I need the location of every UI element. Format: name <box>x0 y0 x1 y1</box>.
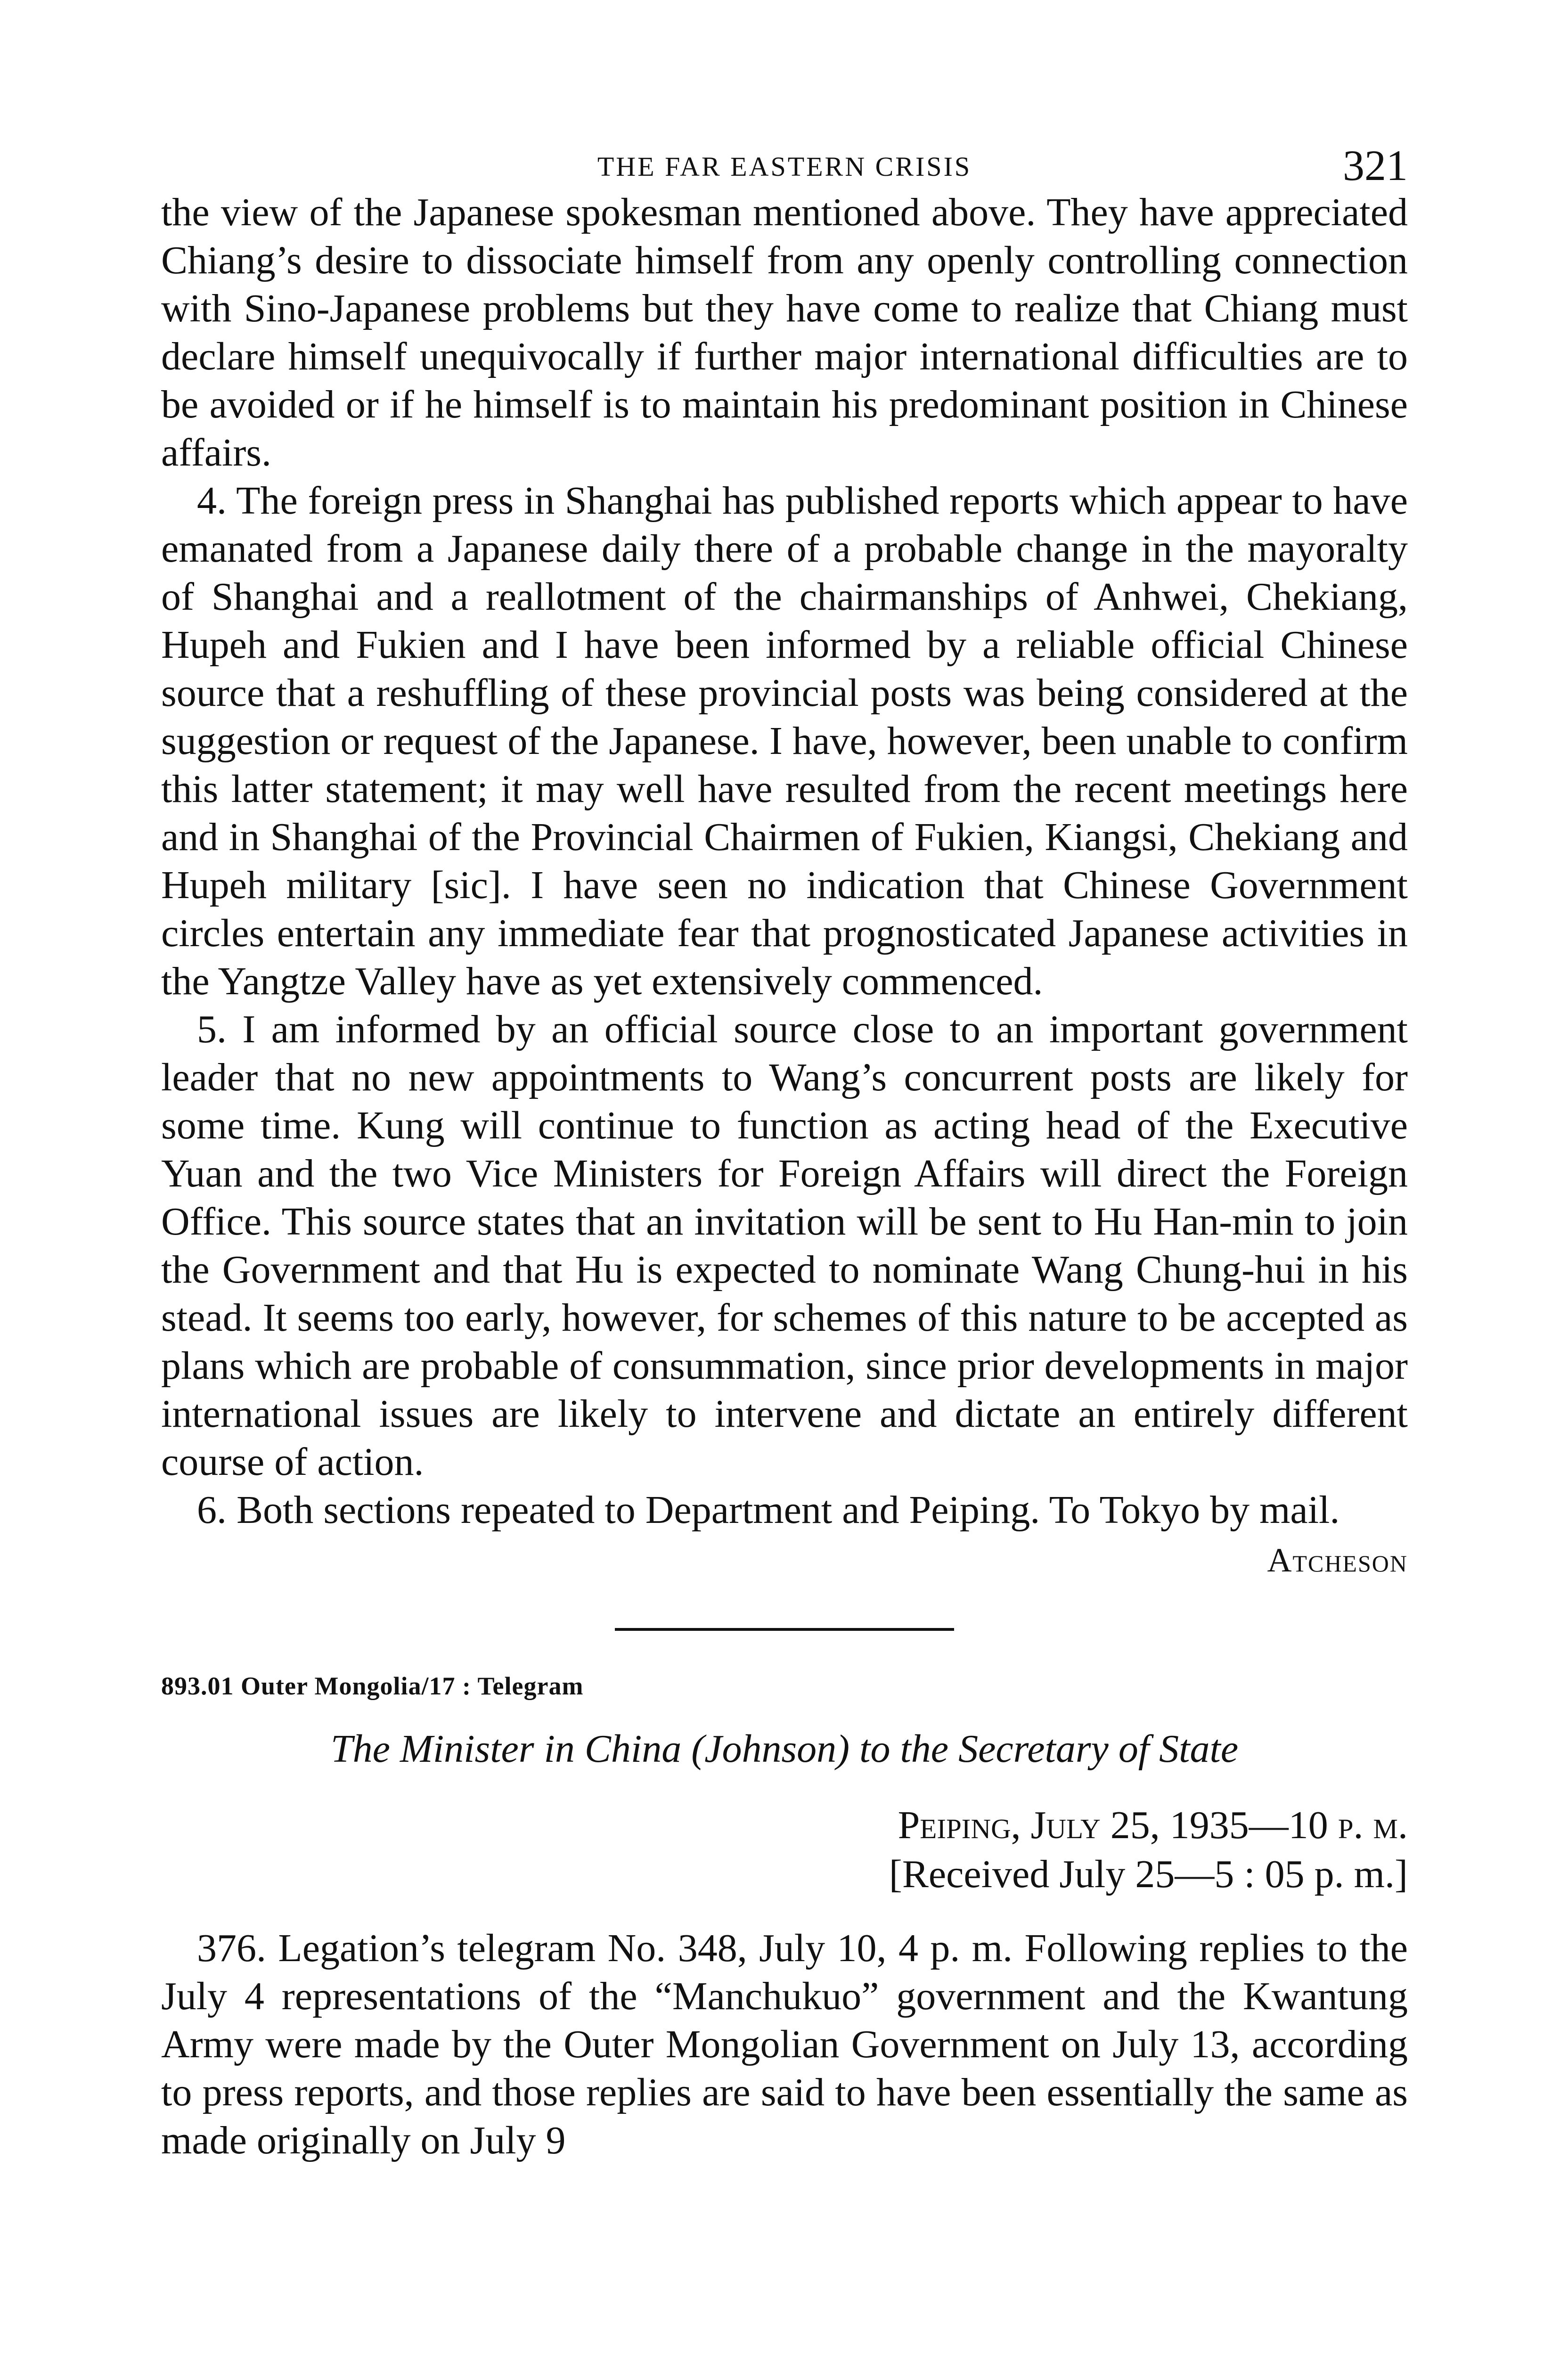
dateline-sent: Peiping, July 25, 1935—10 p. m. <box>898 1803 1408 1847</box>
running-header <box>161 137 1408 188</box>
telegram-376 <box>161 1924 1408 2165</box>
paragraph-376: 376. Legation’s telegram No. 348, July 10, 4 p. m. Following replies to the July 4 representations of the “Manchukuo” government and the Kwantung Army were made by the Outer Mongolian Government on July 13, according to press reports, and those replies are said to have been essentially the same as made originally on July 9 <box>161 1926 1408 2162</box>
paragraph-6: 6. Both sections repeated to Department and Peiping. To Tokyo by mail. <box>197 1488 1340 1532</box>
running-title: THE FAR EASTERN CRISIS <box>597 151 972 182</box>
page-number: 321 <box>1343 141 1408 189</box>
paragraph-5: 5. I am informed by an official source close to an important government leader that no new appointments to Wang’s concurrent posts are likely for some time. Kung will continue to function as acting head of the Executive Yuan and the two Vice Ministers for Foreign Affairs will direct the Foreign Office. This source states that an invitation will be sent to Hu Han-min to join the Government and that Hu is expected to nominate Wang Chung-hui in his stead. It seems too early, however, for schemes of this nature to be accepted as plans which are probable of consummation, since prior developments in major international issues are likely to intervene and dictate an entirely different course of action. <box>161 1007 1408 1484</box>
paragraph-continuation: the view of the Japanese spokesman mentioned above. They have appreciated Chiang’s desire to dissociate himself from any openly controlling connection with Sino-Japanese problems but they have come to realize that Chiang must declare himself unequivocally if further major international difficulties are to be avoided or if he himself is to maintain his predominant position in Chinese affairs. <box>161 190 1408 474</box>
paragraph-4: 4. The foreign press in Shanghai has published reports which appear to have emanated from a Japanese daily there of a probable change in the mayoralty of Shanghai and a reallotment of the chairmanships of Anhwei, Chekiang, Hupeh and Fukien and I have been informed by a reliable official Chinese source that a reshuffling of these provincial posts was being considered at the suggestion or request of the Japanese. I have, however, been unable to confirm this latter statement; it may well have resulted from the recent meetings here and in Shanghai of the Provincial Chairmen of Fukien, Kiangsi, Chekiang and Hupeh military [sic]. I have seen no indication that Chinese Government circles entertain any immediate fear that prognosticated Japanese activities in the Yangtze Valley have as yet extensively commenced. <box>161 479 1408 1003</box>
telegram-continuation <box>161 188 1408 1534</box>
dateline <box>161 1801 1408 1899</box>
document-title: The Minister in China (Johnson) to the Secretary of State <box>330 1727 1239 1771</box>
file-reference: 893.01 Outer Mongolia/17 : Telegram <box>161 1672 584 1700</box>
document-page <box>161 137 1408 2165</box>
dateline-received: [Received July 25—5 : 05 p. m.] <box>889 1852 1408 1896</box>
signature: Atcheson <box>1267 1541 1408 1579</box>
section-divider <box>615 1628 954 1631</box>
